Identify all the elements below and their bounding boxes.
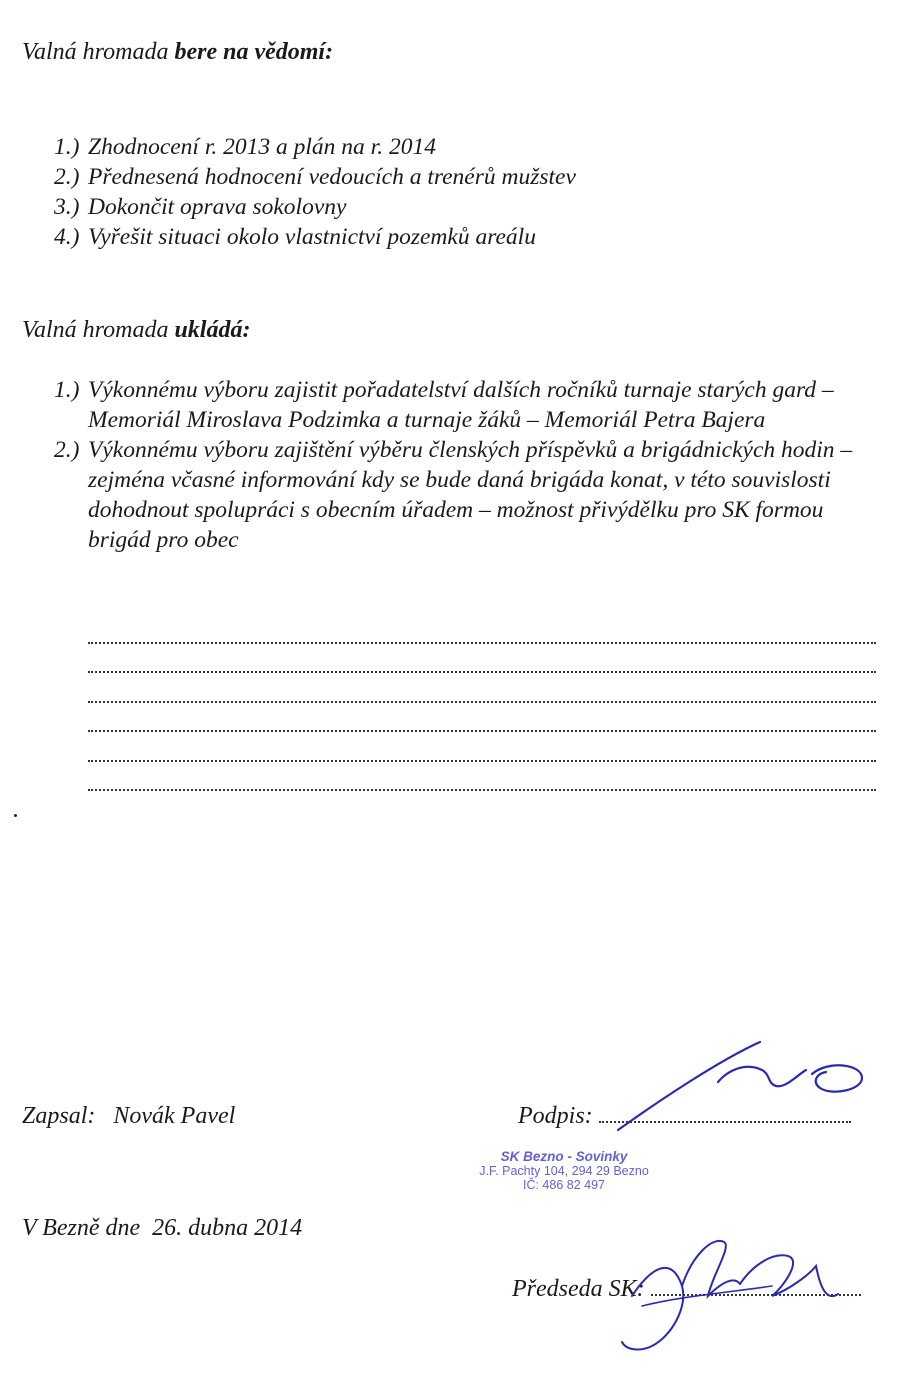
dotted-line: [88, 732, 876, 762]
list-item: [54, 132, 874, 162]
dotted-line: [88, 614, 876, 644]
recorder-signature: [600, 1030, 870, 1140]
noted-heading-prefix: Valná hromada: [22, 39, 169, 65]
noted-heading: [22, 37, 333, 67]
recorded-label: Zapsal:: [22, 1103, 96, 1129]
item-text: Vyřešit situaci okolo vlastnictví pozemků areálu: [88, 224, 536, 250]
signature-label: Podpis:: [518, 1103, 593, 1129]
item-text: Přednesená hodnocení vedoucích a trenérů mužstev: [88, 164, 576, 190]
item-text: Zhodnocení r. 2013 a plán na r. 2014: [88, 134, 436, 160]
chair-label: Předseda SK:: [512, 1276, 645, 1302]
imposes-heading-prefix: Valná hromada: [22, 317, 169, 343]
noted-heading-bold: bere na vědomí:: [174, 39, 334, 65]
list-item: [54, 222, 874, 252]
chair-signature: [612, 1226, 862, 1376]
dotted-line: [88, 703, 876, 733]
imposes-list: [54, 375, 884, 555]
place-date: V Bezně dne 26. dubna 2014: [22, 1215, 303, 1241]
stamp-address: J.F. Pachty 104, 294 29 Bezno: [479, 1164, 649, 1178]
item-number: 1.): [54, 377, 80, 403]
item-number: 2.): [54, 437, 80, 463]
imposes-heading-bold: ukládá:: [174, 317, 251, 343]
item-text: Dokončit oprava sokolovny: [88, 194, 347, 220]
list-item: [54, 162, 874, 192]
item-number: 4.): [54, 224, 80, 250]
bleed-through-subheading: [420, 88, 426, 115]
imposes-heading: [22, 315, 250, 345]
scan-speck: [14, 814, 17, 817]
bleed-through-heading: [560, 48, 580, 75]
noted-list: [54, 132, 874, 252]
item-number: 3.): [54, 194, 80, 220]
recorded-name: Novák Pavel: [113, 1103, 236, 1129]
dotted-line: [88, 644, 876, 674]
recorded-by: [22, 1101, 235, 1131]
dotted-line: [88, 762, 876, 792]
dotted-line: [88, 673, 876, 703]
list-item: [54, 192, 874, 222]
stamp-name: SK Bezno - Sovinky: [500, 1149, 628, 1164]
item-number: 2.): [54, 164, 80, 190]
club-stamp: [444, 1150, 684, 1192]
list-item: [54, 435, 884, 555]
stamp-ic: IČ: 486 82 497: [522, 1178, 605, 1192]
item-text: Výkonnému výboru zajistit pořadatelství dalších ročníků turnaje starých gard – Memoriál Miroslava Podzimka a turnaje žáků – Memoriál Petra Bajera: [88, 377, 834, 433]
item-number: 1.): [54, 134, 80, 160]
blank-dotted-lines: [88, 614, 876, 791]
list-item: [54, 375, 884, 435]
item-text: Výkonnému výboru zajištění výběru členských příspěvků a brigádnických hodin – zejména včasné informování kdy se bude daná brigáda konat, v této souvislosti dohodnout spolupráci s obecním úřadem – možnost přivýdělku pro SK formou brigád pro obec: [88, 437, 853, 553]
